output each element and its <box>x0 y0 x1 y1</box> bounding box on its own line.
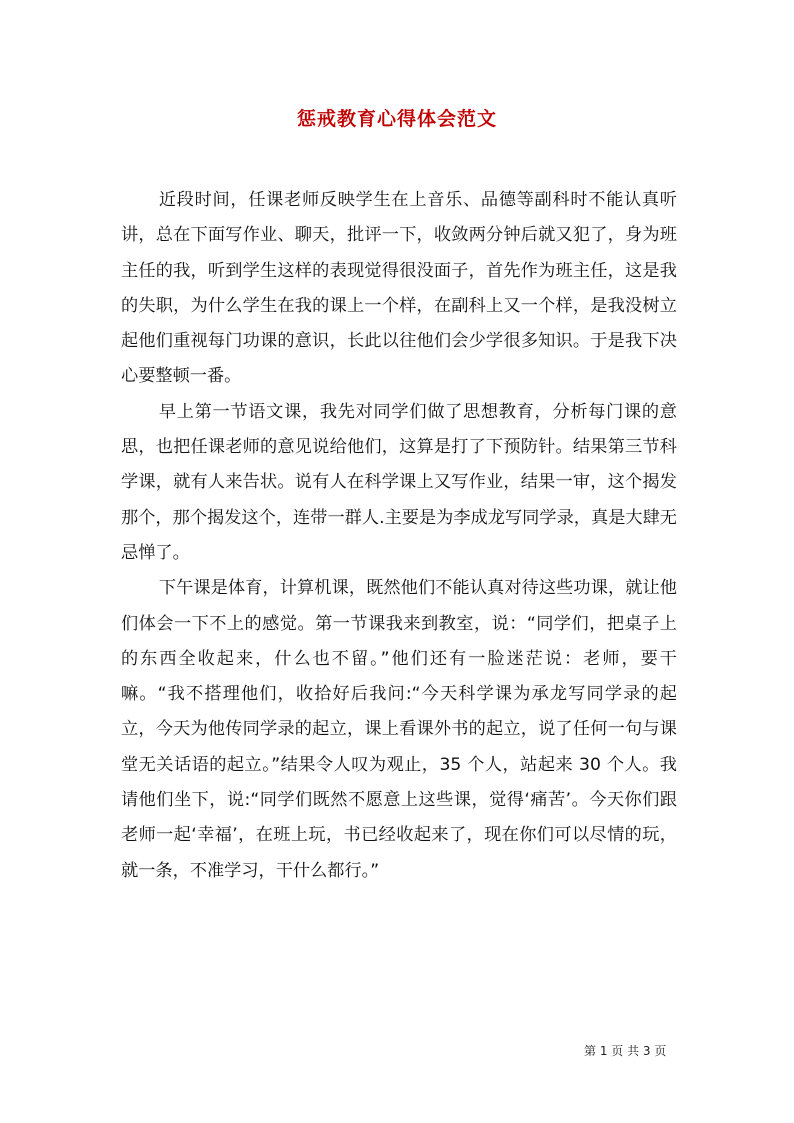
paragraph-3: 下午课是体育，计算机课，既然他们不能认真对待这些功课，就让他们体会一下不上的感觉。第一节课我来到教室，说：“同学们，把桌子上的东西全收起来，什么也不留。”他们还有一脸迷茫说：老师，要干嘛。“我不搭理他们，收拾好后我问:“今天科学课为承龙写同学录的起立，今天为他传同学录的起立，课上看课外书的起立，说了任何一句与课堂无关话语的起立。”结果令人叹为观止，35 个人，站起来 30 个人。我请他们坐下，说:“同学们既然不愿意上这些课，觉得‘痛苦’。今天你们跟老师一起‘幸福’，在班上玩，书已经收起来了，现在你们可以尽情的玩，就一条，不准学习，干什么都行。” <box>121 578 677 881</box>
document-title: 惩戒教育心得体会范文 <box>296 108 497 130</box>
paragraph-1: 近段时间，任课老师反映学生在上音乐、品德等副科时不能认真听讲，总在下面写作业、聊天，批评一下，收敛两分钟后就又犯了，身为班主任的我，听到学生这样的表现觉得很没面子，首先作为班主任，这是我的失职，为什么学生在我的课上一个样，在副科上又一个样，是我没树立起他们重视每门功课的意识，长此以往他们会少学很多知识。于是我下决心要整顿一番。 <box>121 190 677 387</box>
document-body <box>121 183 677 889</box>
paragraph-2: 早上第一节语文课，我先对同学们做了思想教育，分析每门课的意思，也把任课老师的意见说给他们，这算是打了下预防针。结果第三节科学课，就有人来告状。说有人在科学课上又写作业，结果一审，这个揭发那个，那个揭发这个，连带一群人.主要是为李成龙写同学录，真是大肆无忌惮了。 <box>121 401 677 563</box>
page-number-footer: 第 1 页 共 3 页 <box>584 1044 667 1058</box>
